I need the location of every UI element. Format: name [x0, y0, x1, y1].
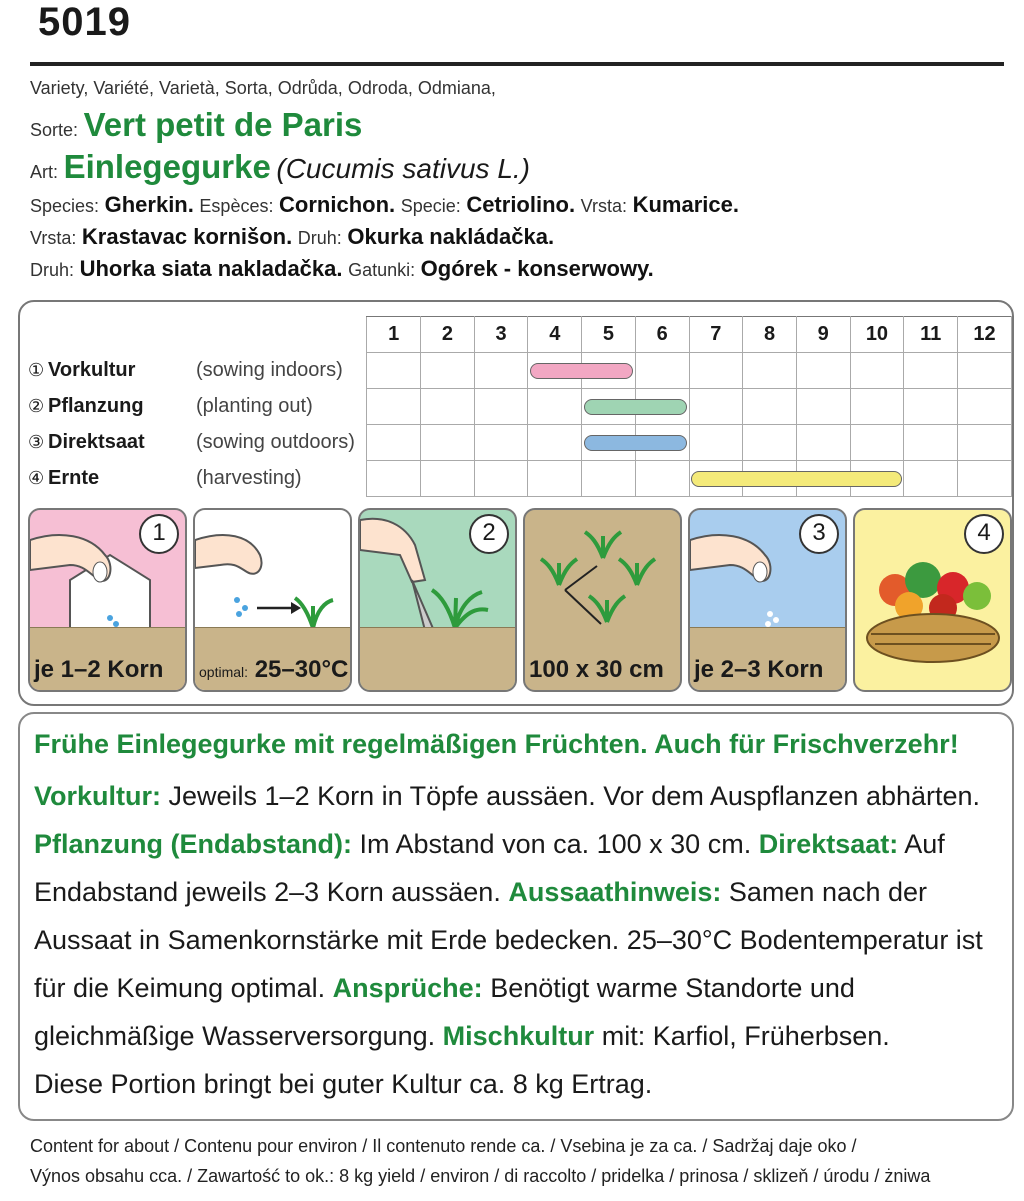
row-number: ②: [28, 396, 45, 416]
calendar-row: [20, 353, 1012, 389]
variety-line: Variety, Variété, Varietà, Sorta, Odrůda, Odroda, Odmiana,: [30, 78, 496, 98]
row-translation: (sowing outdoors): [196, 431, 355, 453]
month-header: 1: [367, 317, 421, 353]
step-badge: 2: [469, 514, 509, 554]
footer-line-1: Content for about / Contenu pour environ / Il contenuto rende ca. / Vsebina je za ca. / Sadržaj daje oko /: [30, 1136, 857, 1156]
row-name: Direktsaat: [48, 431, 145, 453]
description-body: [34, 772, 998, 1108]
panel-temperature: 25–30°C: [254, 656, 349, 683]
species-value: Ogórek - konserwowy.: [420, 256, 654, 281]
soil: [360, 627, 515, 690]
row-translation: (sowing indoors): [196, 359, 343, 381]
ansprueche-text: Benötigt warme Standorte und gleichmäßige Wasserversorgung.: [34, 973, 855, 1051]
species-label: Vrsta:: [580, 196, 628, 216]
species-label: Species:: [30, 196, 100, 216]
vorkultur-text: Jeweils 1–2 Korn in Töpfe aussäen. Vor dem Auspflanzen abhärten.: [161, 781, 981, 811]
row-number: ①: [28, 360, 45, 380]
art-line: [30, 148, 530, 186]
header-rule: [30, 62, 1004, 66]
panel-text: je 2–3 Korn: [694, 656, 824, 683]
mischkultur-text: mit: Karfiol, Früherbsen.: [594, 1021, 890, 1051]
step-badge: 4: [964, 514, 1004, 554]
month-header: 7: [689, 317, 743, 353]
species-value: Cetriolino.: [466, 192, 576, 217]
product-code: 5019: [38, 0, 131, 44]
calendar-box: [18, 300, 1014, 706]
panel-germination-temp: [193, 508, 352, 692]
calendar-bar-ernte: [691, 471, 902, 487]
hinweis-text: Samen nach der Aussaat in Samenkornstärke mit Erde bedecken. 25–30°C Bodentemperatur ist für die Keimung optimal.: [34, 877, 983, 1003]
species-label: Vrsta:: [30, 228, 77, 248]
panel-text: [199, 656, 348, 684]
month-header: 5: [582, 317, 636, 353]
calendar-bar-direktsaat: [584, 435, 687, 451]
panel-text: 100 x 30 cm: [529, 656, 664, 683]
species-label: Druh:: [297, 228, 342, 248]
species-label: Gatunki:: [348, 260, 416, 280]
row-translation: (harvesting): [196, 467, 302, 489]
calendar-bar-vorkultur: [530, 363, 633, 379]
direktsaat-label: Direktsaat:: [758, 829, 899, 859]
month-header: 4: [528, 317, 582, 353]
panel-sowing-indoors: [28, 508, 187, 692]
hinweis-label: Aussaathinweis:: [508, 877, 722, 907]
species-line-2: [30, 224, 554, 250]
month-header: 8: [743, 317, 797, 353]
row-name: Pflanzung: [48, 395, 144, 417]
step-badge: 1: [139, 514, 179, 554]
species-value: Kumarice.: [632, 192, 739, 217]
mischkultur-label: Mischkultur: [442, 1021, 595, 1051]
month-header: 11: [904, 317, 958, 353]
species-label: Druh:: [30, 260, 75, 280]
month-header: 6: [635, 317, 689, 353]
panel-sowing-outdoors: [688, 508, 847, 692]
pflanzung-text: Im Abstand von ca. 100 x 30 cm.: [351, 829, 759, 859]
species-line-3: [30, 256, 654, 282]
step-badge: 3: [799, 514, 839, 554]
calendar-row: [20, 425, 1012, 461]
sowing-calendar: [20, 316, 1012, 497]
month-header: 10: [850, 317, 904, 353]
calendar-bar-pflanzung: [584, 399, 687, 415]
month-header: 9: [796, 317, 850, 353]
row-number: ③: [28, 432, 45, 452]
art-label: Art:: [30, 162, 59, 182]
description-box: [18, 712, 1014, 1121]
calendar-row: [20, 389, 1012, 425]
month-header: 12: [958, 317, 1012, 353]
species-label: Specie:: [400, 196, 461, 216]
panel-planting-out: [358, 508, 517, 692]
panel-text: je 1–2 Korn: [34, 656, 164, 683]
month-header: 3: [474, 317, 528, 353]
row-translation: (planting out): [196, 395, 313, 417]
species-value: Okurka nakládačka.: [347, 224, 555, 249]
panel-prefix: optimal:: [199, 664, 249, 680]
direktsaat-text: Auf Endabstand jeweils 2–3 Korn aussäen.: [34, 829, 945, 907]
species-value: Uhorka siata nakladačka.: [79, 256, 343, 281]
panel-harvest: [853, 508, 1012, 692]
species-label: Espèces:: [199, 196, 274, 216]
row-name: Ernte: [48, 467, 100, 489]
yield-text: Diese Portion bringt bei guter Kultur ca. 8 kg Ertrag.: [34, 1069, 653, 1099]
art-latin: (Cucumis sativus L.): [276, 153, 530, 184]
sorte-value: Vert petit de Paris: [83, 106, 363, 143]
species-value: Gherkin.: [104, 192, 194, 217]
footer-line-2: Výnos obsahu cca. / Zawartość to ok.: 8 kg yield / environ / di raccolto / pridelka / prinosa / sklizeň / úrodu / żniwa: [30, 1166, 931, 1186]
month-header: 2: [421, 317, 475, 353]
species-value: Krastavac kornišon.: [81, 224, 293, 249]
sorte-line: [30, 106, 362, 144]
panel-spacing: [523, 508, 682, 692]
row-name: Vorkultur: [48, 359, 136, 381]
art-value: Einlegegurke: [63, 148, 271, 185]
description-headline: Frühe Einlegegurke mit regelmäßigen Früchten. Auch für Frischverzehr!: [34, 729, 959, 759]
sorte-label: Sorte:: [30, 120, 79, 140]
species-value: Cornichon.: [279, 192, 396, 217]
species-line-1: [30, 192, 739, 218]
row-number: ④: [28, 468, 45, 488]
pflanzung-label: Pflanzung (Endabstand):: [34, 829, 352, 859]
vorkultur-label: Vorkultur:: [34, 781, 161, 811]
ansprueche-label: Ansprüche:: [332, 973, 483, 1003]
